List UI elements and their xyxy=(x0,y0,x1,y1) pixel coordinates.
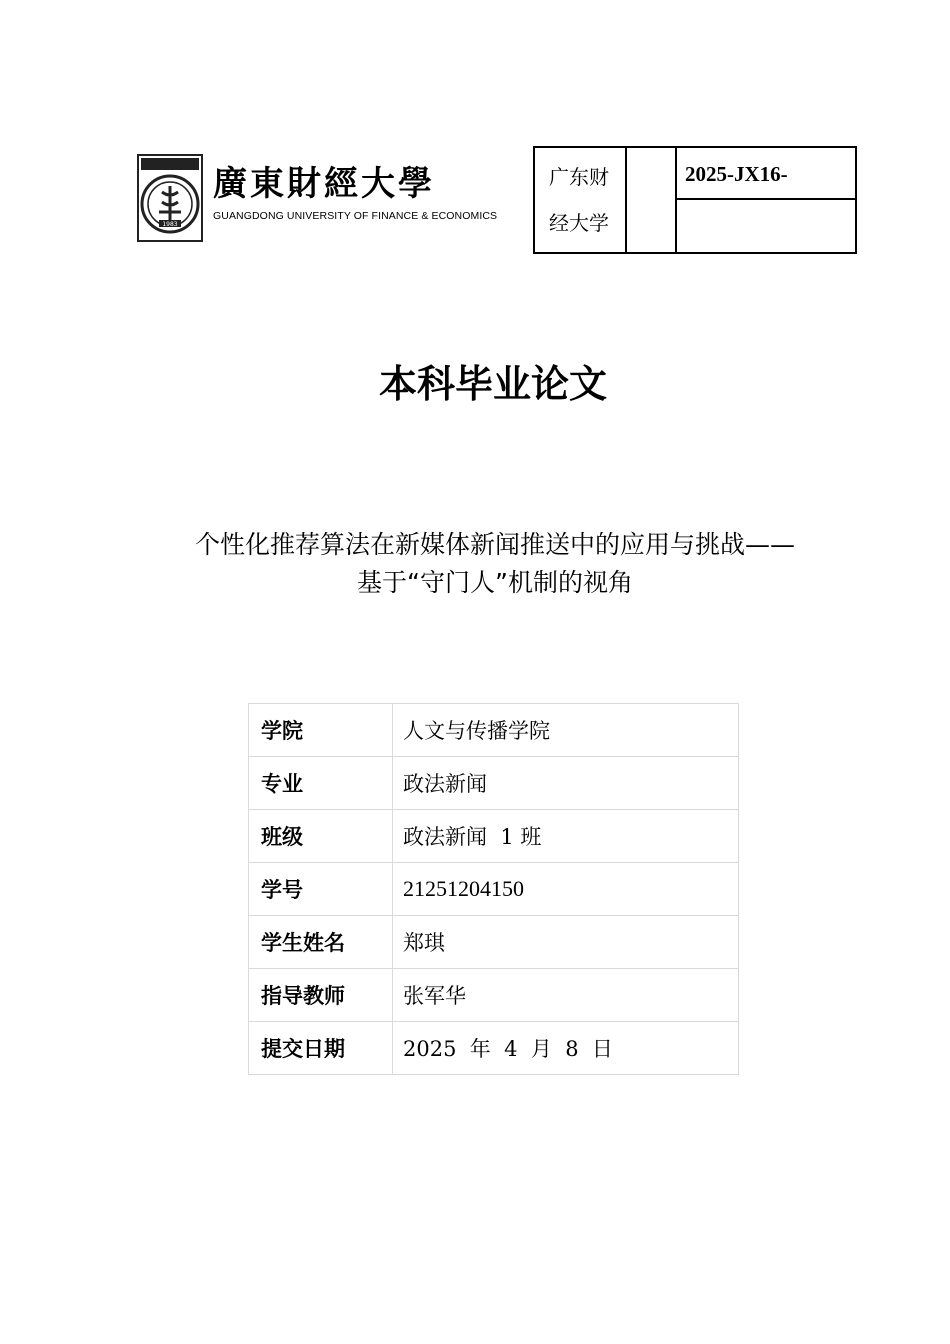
info-value: 张军华 xyxy=(393,969,739,1022)
code-box-blank xyxy=(626,147,676,253)
seal-year: 1983 xyxy=(162,221,178,228)
info-row-class xyxy=(249,810,739,863)
info-label: 专业 xyxy=(249,757,393,810)
info-label: 学生姓名 xyxy=(249,916,393,969)
thesis-title xyxy=(140,526,850,602)
info-value: 政法新闻 1 班 xyxy=(393,810,739,863)
info-row-submit-date xyxy=(249,1022,739,1075)
logo-chinese-name: 廣東財經大學 xyxy=(213,164,435,204)
info-row-student-name xyxy=(249,916,739,969)
info-value: 政法新闻 xyxy=(393,757,739,810)
code-box-code-line2 xyxy=(676,199,856,253)
logo-english-name: GUANGDONG UNIVERSITY OF FINANCE & ECONOMICS xyxy=(213,210,498,222)
info-row-advisor xyxy=(249,969,739,1022)
info-row-major xyxy=(249,757,739,810)
thesis-code-box xyxy=(533,146,857,254)
info-row-college xyxy=(249,704,739,757)
page-title: 本科毕业论文 xyxy=(378,362,607,406)
info-label: 指导教师 xyxy=(249,969,393,1022)
code-box-school: 广东财经大学 xyxy=(534,147,626,253)
code-box-code: 2025-JX16- xyxy=(676,147,856,199)
info-value: 2025 年 4 月 8 日 xyxy=(393,1022,739,1075)
info-label: 学院 xyxy=(249,704,393,757)
info-value: 郑琪 xyxy=(393,916,739,969)
info-row-student-id xyxy=(249,863,739,916)
university-logo xyxy=(137,152,498,244)
thesis-title-line-2: 基于“守门人”机制的视角 xyxy=(357,568,633,597)
student-info-table xyxy=(248,703,739,1075)
thesis-title-line-1: 个性化推荐算法在新媒体新闻推送中的应用与挑战—— xyxy=(194,530,795,559)
info-label: 学号 xyxy=(249,863,393,916)
info-label: 班级 xyxy=(249,810,393,863)
info-value: 21251204150 xyxy=(393,863,739,916)
university-seal-icon xyxy=(137,154,203,242)
info-value: 人文与传播学院 xyxy=(393,704,739,757)
info-label: 提交日期 xyxy=(249,1022,393,1075)
